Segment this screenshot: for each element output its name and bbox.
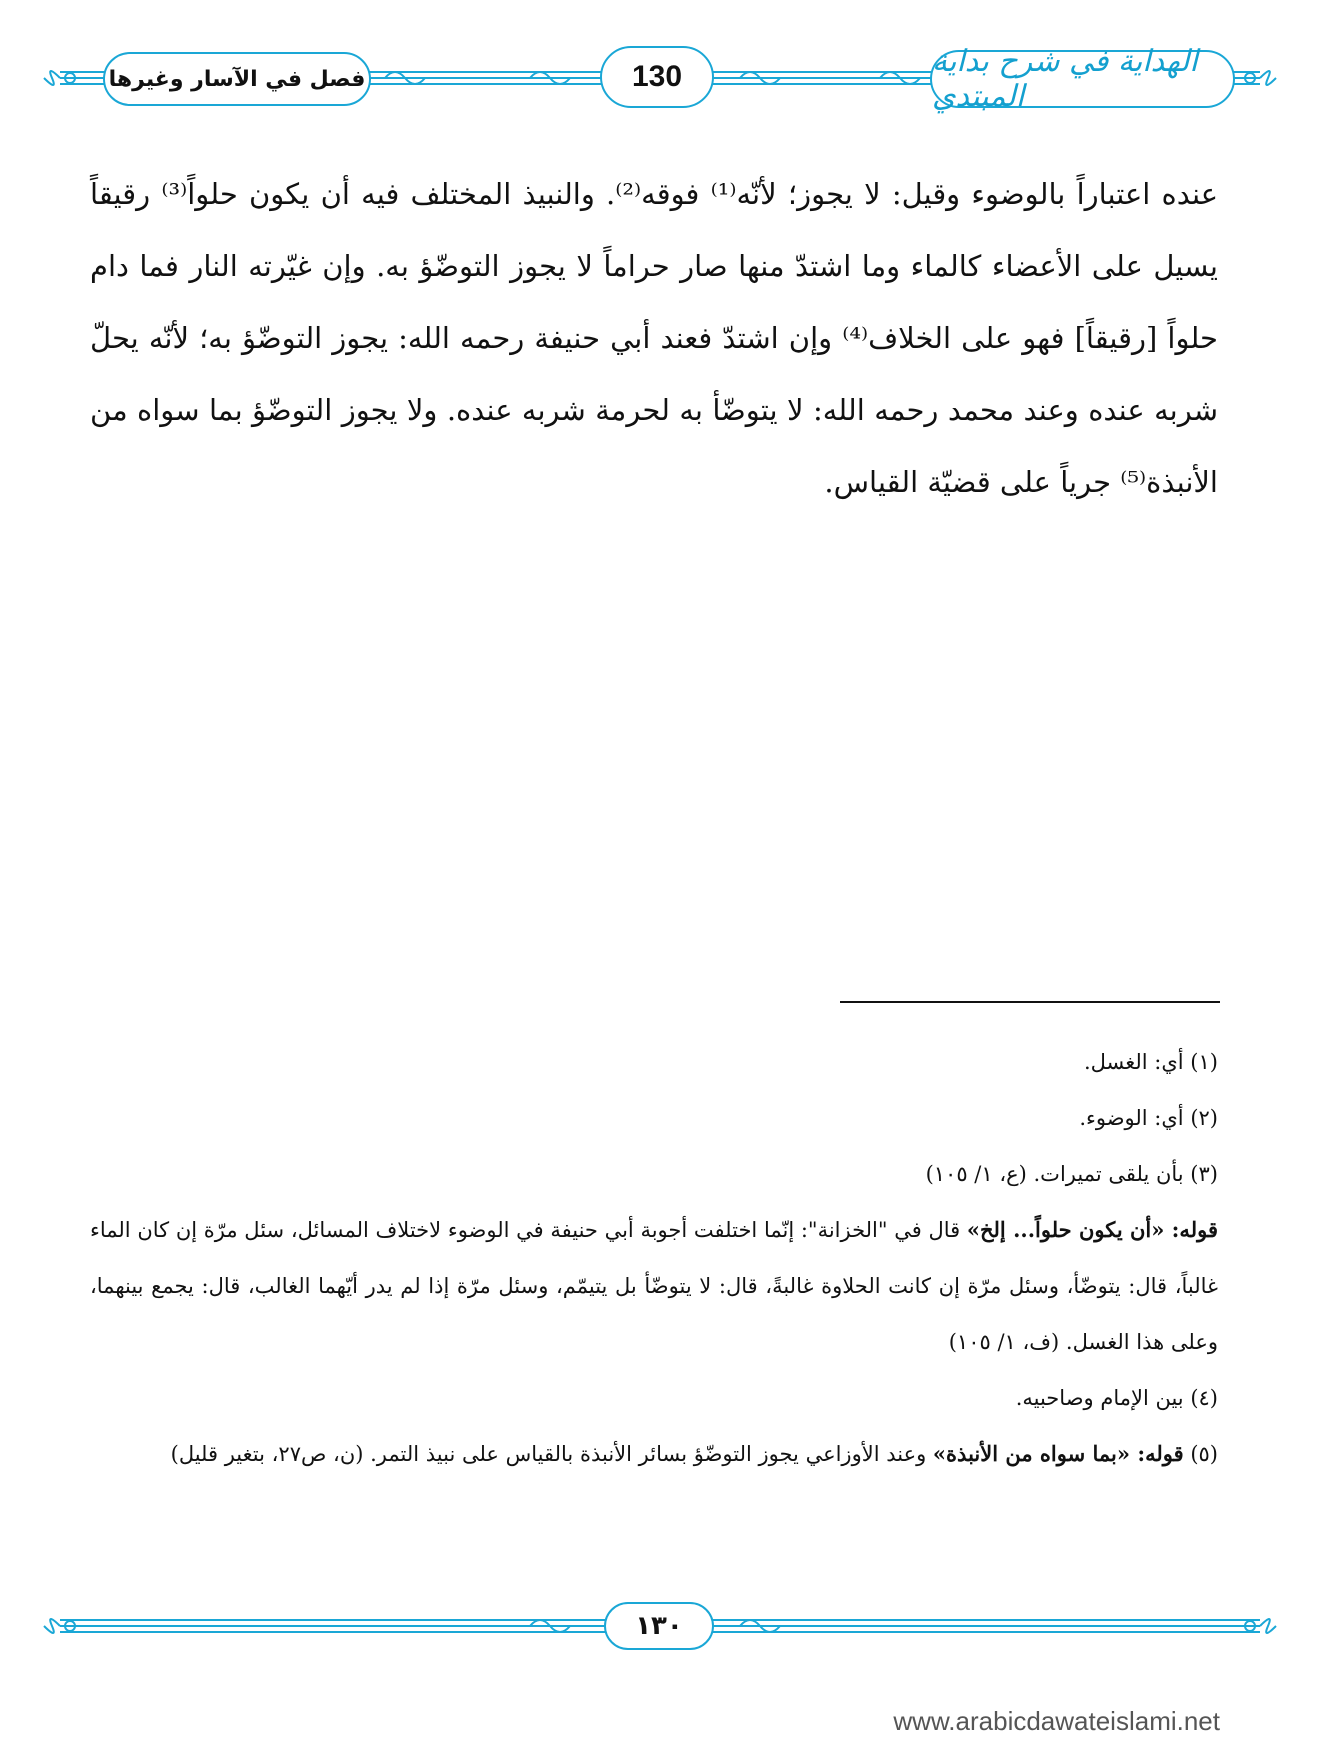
footnote-5-label: قوله: «بما سواه من الأنبذة» (932, 1441, 1184, 1466)
book-title: الهداية في شرح بداية المبتدي (930, 50, 1235, 108)
footnote-3: (٣) بأن يلقى تميرات. (ع، ١/ ١٠٥) (925, 1162, 1218, 1186)
page-number: 130 (600, 46, 714, 108)
footer-page-number: ١٣٠ (604, 1602, 714, 1650)
footnote-5 (90, 1426, 1218, 1482)
page-footer (0, 1592, 1320, 1662)
chapter-title: فصل في الآسار وغيرها (103, 52, 371, 106)
footnotes (90, 1034, 1218, 1482)
website-url[interactable]: www.arabicdawateislami.net (893, 1706, 1220, 1736)
footnote-5-number: (٥) (1183, 1442, 1218, 1466)
footnote-4: (٤) بين الإمام وصاحبيه. (1015, 1386, 1218, 1410)
footnote-3-commentary (90, 1202, 1218, 1370)
page-header (0, 40, 1320, 120)
footnote-5-text: وعند الأوزاعي يجوز التوضّؤ بسائر الأنبذة بالقياس على نبيذ التمر. (ن، ص٢٧، بتغير قليل) (170, 1442, 933, 1466)
footnote-2: (٢) أي: الوضوء. (1079, 1106, 1218, 1130)
commentary-text: قال في "الخزانة": إنّما اختلفت أجوبة أبي حنيفة في الوضوء لاختلاف المسائل، سئل مرّة إن كان الماء غالباً، قال: يتوضّأ، وسئل مرّة إن كانت الحلاوة غالبةً، قال: لا يتوضّأ بل يتيمّم، وسئل مرّة إذا لم يدر أيّهما الغالب، قال: يجمع بينهما، وعلى هذا الغسل. (ف، ١/ ١٠٥) (90, 1218, 1218, 1354)
footnote-1: (١) أي: الغسل. (1083, 1050, 1218, 1074)
main-text: عنده اعتباراً بالوضوء وقيل: لا يجوز؛ لأنّه⁽¹⁾ فوقه⁽²⁾. والنبيذ المختلف فيه أن يكون حلواً⁽³⁾ رقيقاً يسيل على الأعضاء كالماء وما اشتدّ منها صار حراماً لا يجوز التوضّؤ به. وإن غيّرته النار فما دام حلواً [رقيقاً] فهو على الخلاف⁽⁴⁾ وإن اشتدّ فعند أبي حنيفة رحمه الله: يجوز التوضّؤ به؛ لأنّه يحلّ شربه عنده وعند محمد رحمه الله: لا يتوضّأ به لحرمة شربه عنده. ولا يجوز التوضّؤ بما سواه من الأنبذة⁽⁵⁾ جرياً على قضيّة القياس. (90, 177, 1219, 499)
footnote-separator (840, 1001, 1220, 1003)
commentary-label: قوله: «أن يكون حلواً... إلخ» (966, 1217, 1218, 1242)
